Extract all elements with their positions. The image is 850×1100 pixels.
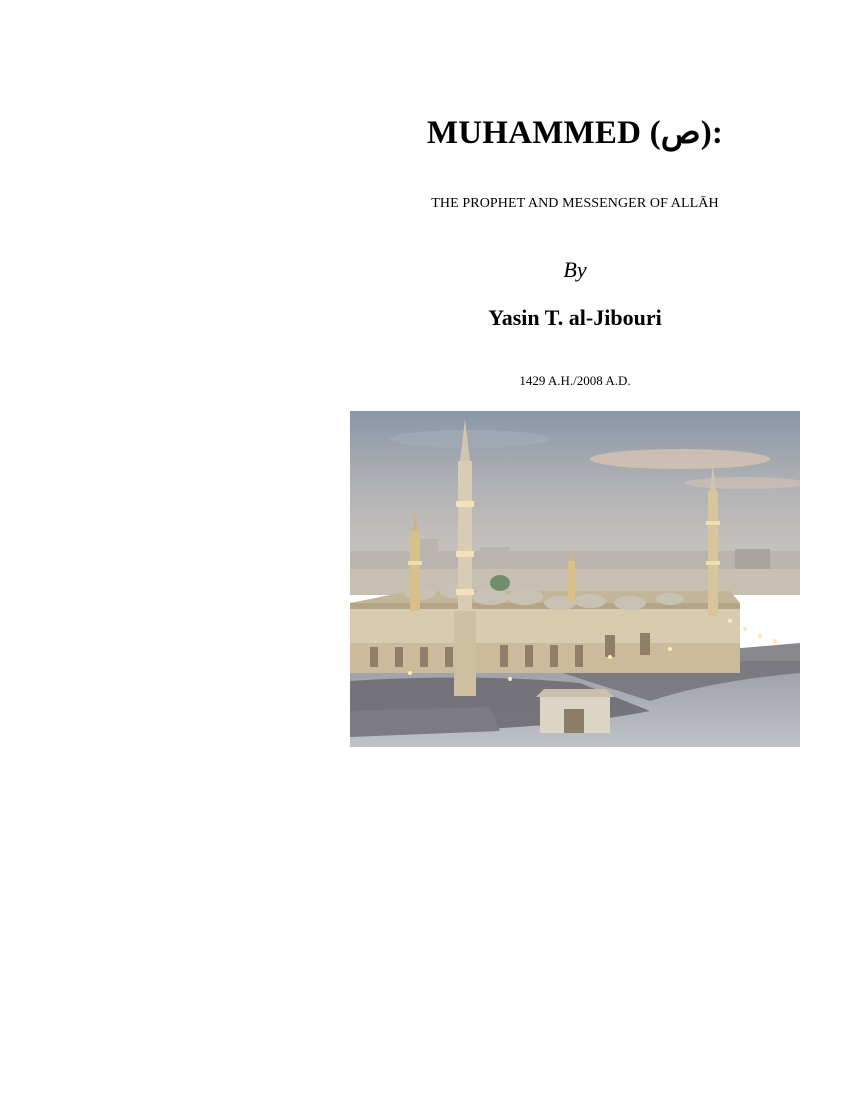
green-dome — [490, 575, 510, 591]
author-name: Yasin T. al-Jibouri — [488, 305, 662, 330]
publication-date: 1429 A.H./2008 A.D. — [519, 373, 631, 388]
book-subtitle: THE PROPHET AND MESSENGER OF ALLĀH — [431, 196, 719, 211]
by-label: By — [563, 257, 587, 282]
mosque-photo — [350, 411, 800, 747]
cloud — [590, 449, 770, 469]
book-title: MUHAMMED (ص): — [426, 115, 724, 151]
